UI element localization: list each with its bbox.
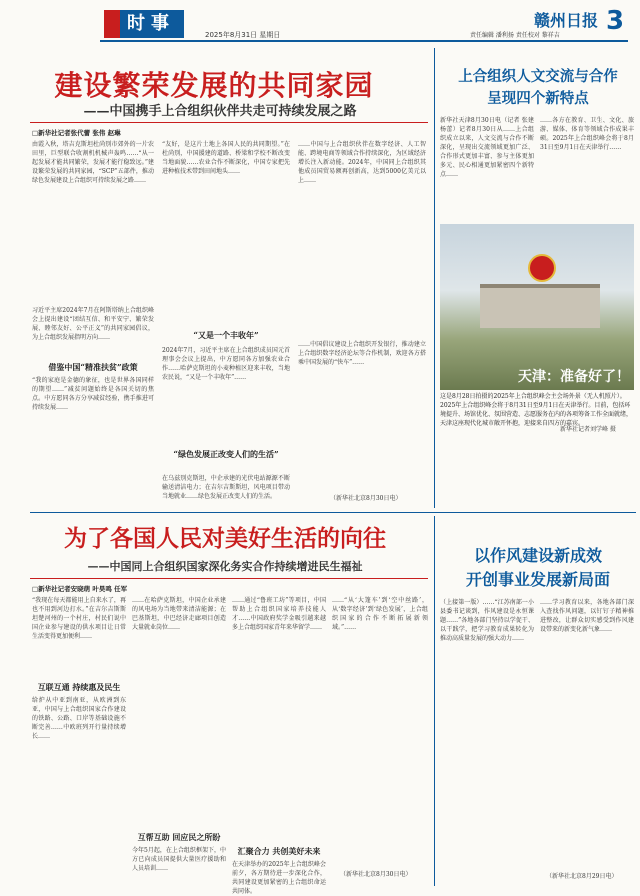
second-headline[interactable]: 为了各国人民对美好生活的向往 (64, 525, 386, 552)
editor-credits: 责任编辑 潘利扬 责任校对 黎祥吉 (470, 32, 560, 39)
right-top-column-1: 新华社天津8月30日电（记者 张建 杨蕾）记者8月30日从……上合组织成立以来，人文交流与合作不断深化，呈现出交流领域更加广泛、合作形式更加丰富、参与主体更加多元、民心相通更加紧密四个新特点…… (440, 117, 534, 178)
section-marker (104, 10, 120, 38)
lead-column-3-cont: ……中国倡议建设上合组织开发银行，推动建立上合组织数字经济论坛等合作机制，欢迎各方搭乘中国发展的“快车”…… (298, 341, 426, 366)
second-subhead-3: 汇聚合力 共创美好未来 (237, 846, 321, 856)
lead-column-2-end: 在乌兹别克斯坦，中企承建的光伏电站源源不断输送清洁电力；在吉尔吉斯斯坦，风电项目带动当地就业……绿色发展正改变人们的生活。 (162, 475, 290, 500)
summit-venue-photo[interactable] (440, 224, 634, 390)
header-rule (100, 40, 628, 42)
lead-column-3: ……中国与上合组织伙伴在数字经济、人工智能、跨境电商等领域合作持续深化，为区域经济增长注入新动能。2024年，中国同上合组织其他成员国贸易额再创新高，达到5000亿美元以上…… (298, 141, 426, 184)
section-label: 时事 (104, 10, 184, 38)
column-separator-lower (434, 516, 435, 886)
right-bottom-column-2: ……学习教育以来，各地各部门深入查找作风问题，以钉钉子精神推进整改，让群众切实感受到作风建设带来的新变化新气象…… (540, 599, 634, 633)
second-column-4: ……“从‘大篷车’到‘空中丝路’，从‘数字经济’到‘绿色发展’，上合组织国家的合作不断拓展新领域。”…… (332, 597, 428, 631)
lead-column-1-end: “我的家庭是金德的象征，也是世界各国同样的期望……”减贫问题始终是各国关切的焦点。中方愿同各方分享减贫经验，携手推进可持续发展…… (32, 377, 154, 411)
emblem-graphic (528, 254, 556, 282)
lead-subheadline: ——中国携手上合组织伙伴共走可持续发展之路 (83, 104, 357, 119)
photo-overlay-word: 天津：准备好了！ (518, 369, 630, 385)
second-subhead-2: 互帮互助 回应民之所盼 (137, 832, 221, 842)
second-divider (30, 578, 428, 579)
lead-subhead-3: “绿色发展正改变人们的生活” (173, 449, 279, 459)
second-column-2: ……在哈萨克斯坦，中国企业承建的风电场为当地带来清洁能源；在巴基斯坦，中巴经济走廊项目创造大量就业岗位…… (132, 597, 226, 631)
right-bottom-headline[interactable]: 以作风建设新成效 开创事业发展新局面 (465, 546, 610, 589)
issue-date: 2025年8月31日 星期日 (205, 31, 281, 39)
right-bottom-dateline: （新华社北京8月29日电） (546, 873, 618, 880)
second-column-3: ……通过“鲁班工坊”等项目，中国帮助上合组织国家培养技能人才……中国政府奖学金吸引越来越多上合组织国家青年来华留学…… (232, 597, 326, 631)
right-bottom-column-1: （上接第一版）……“江苏南部一小县委书记谈到，作风建设是永恒课题……”各地各部门坚持以学促干、以干践学，把学习教育成果转化为推动高质量发展的强大动力…… (440, 599, 534, 642)
lead-column-1: 由霞入秋，塔吉克斯坦杜尚别市郊外的一片农田里，巨型联合收割机机械声轰鸣……“从一起发展才能共同繁荣，发展才能行稳致远。”建设繁荣发展的共同家园，“SCP”五部件，推动绿色发展建设上合组织可持续发展之路…… (32, 141, 154, 184)
second-column-1: “我现在每天都能用上自来水了，再也不用到河边打水。”在吉尔吉斯斯坦楚河州的一个村庄，村民们说中国企业参与建设的供水项目让日常生活变得更加便利…… (32, 597, 126, 640)
venue-building (480, 284, 600, 328)
section-divider (30, 512, 636, 513)
right-top-column-2: ……各方在教育、卫生、文化、旅游、媒体、体育等领域合作成果丰硕。2025年上合组织峰会将于8月31日至9月1日在天津举行…… (540, 117, 634, 151)
second-column-2-cont: 今年5月起，在上合组织框架下，中方已向成员国提供大量医疗援助和人员培训…… (132, 847, 226, 872)
lead-dateline: （新华社北京8月30日电） (330, 495, 402, 502)
lead-headline[interactable]: 建设繁荣发展的共同家园 (54, 69, 374, 102)
photo-caption: 这是8月28日拍摄的2025年上合组织峰会主会场外景（无人机照片）。2025年上合组织峰会将于8月31日至9月1日在天津举行。目前，包括环境提升、场馆优化、氛围营造、志愿服务在内的各项筹备工作全面就绪，天津这座现代化城市敞开怀抱，迎接来自四方的嘉宾。 (440, 393, 633, 427)
second-subhead-1: 互联互通 持续惠及民生 (37, 682, 121, 692)
page-number: 3 (606, 6, 625, 36)
photo-credit: 新华社记者刘学峰 摄 (560, 426, 616, 433)
second-column-1-cont: 给炉从中亚到南亚，从欧洲到东亚，中国与上合组织国家合作建设的铁路、公路、口岸等基础设施不断完善……中欧班列开行量持续增长…… (32, 697, 126, 740)
right-top-headline[interactable]: 上合组织人文交流与合作 呈现四个新特点 (458, 68, 618, 107)
lead-divider (30, 122, 428, 123)
lead-subhead-1: 借鉴中国“精准扶贫”政策 (48, 362, 138, 372)
second-byline: □新华社记者安晓萌 叶昊鸣 任军 (32, 585, 128, 593)
lead-column-2: “友好，是这片土地上各国人民的共同期望。”在杜尚别，中国援建的道路、桥梁和学校不断改变当地面貌……农业合作不断深化，中国专家把先进种植技术带到田间地头…… (162, 141, 290, 175)
second-dateline: （新华社北京8月30日电） (340, 871, 412, 878)
lead-subhead-2: “又是一个丰收年” (193, 330, 259, 340)
second-subheadline: ——中国同上合组织国家深化务实合作持续增进民生福祉 (87, 560, 363, 573)
lead-byline: □新华社记者张代蕾 张伟 赵琳 (32, 129, 121, 137)
second-column-3-cont: 在天津举办的2025年上合组织峰会前夕，各方期待进一步深化合作，共同建设更加紧密的上合组织命运共同体。 (232, 861, 326, 895)
lead-column-2-cont: 2024年7月，习近平主席在上合组织成员国元首理事会会议上提出，中方愿同各方加强农业合作……哈萨克斯坦的小麦种植区迎来丰收，当地农民说，“又是一个丰收年”…… (162, 347, 290, 381)
column-separator (434, 48, 435, 508)
lead-column-1-cont: 习近平主席2024年7月在阿斯塔纳上合组织峰会上提出建设“团结互信、和平安宁、繁荣发展、睦邻友好、公平正义”的共同家园倡议，为上合组织发展指明方向…… (32, 307, 154, 341)
newspaper-brand: 赣州日报 (534, 11, 599, 30)
